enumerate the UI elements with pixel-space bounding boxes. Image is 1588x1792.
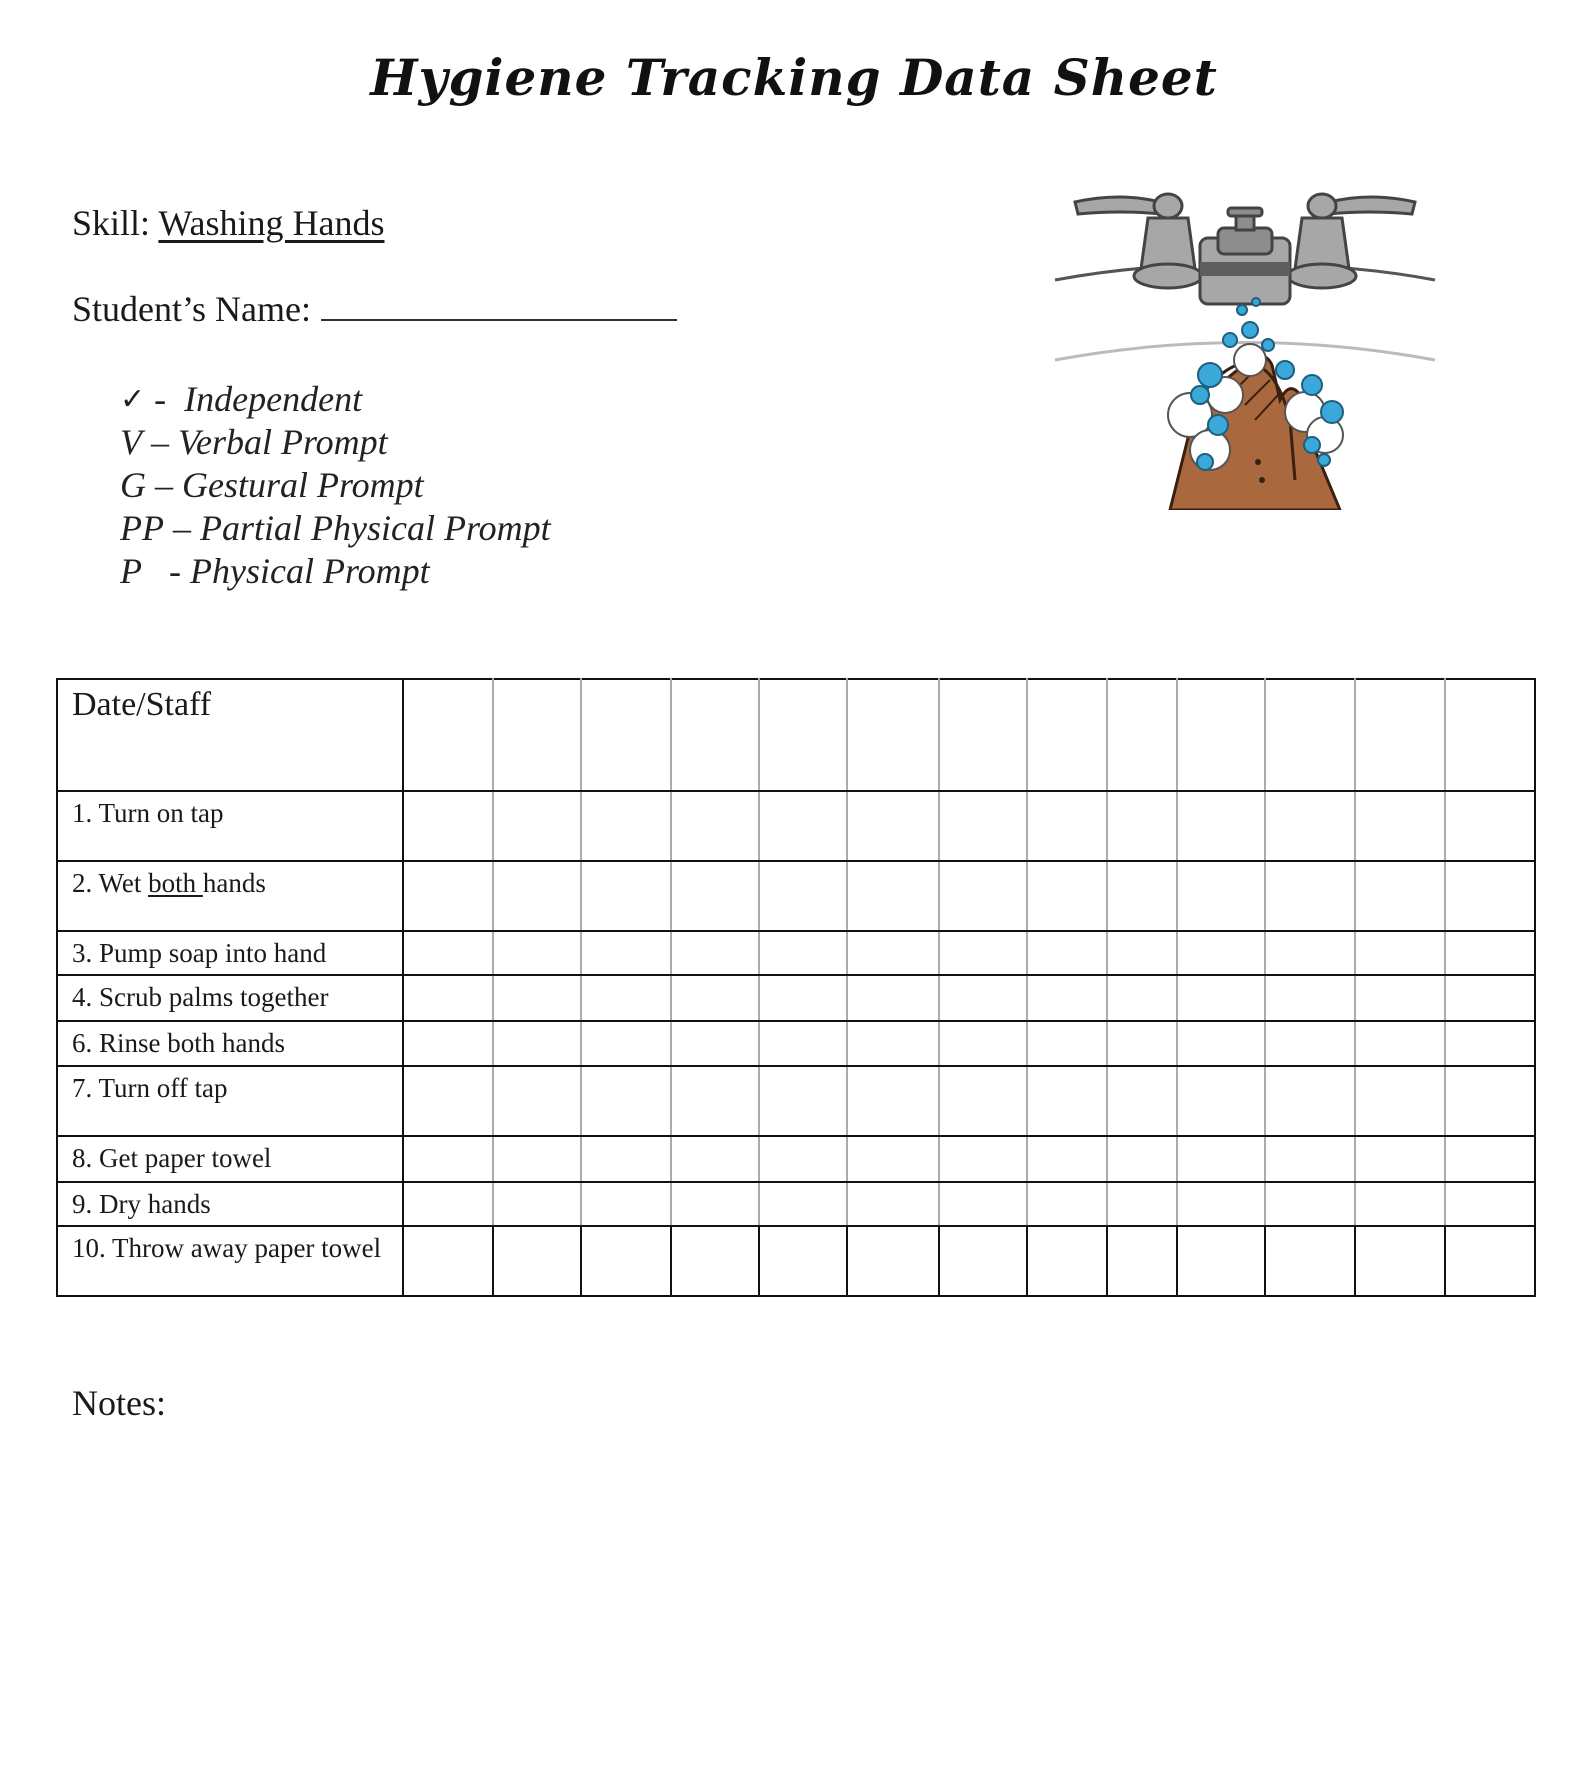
data-cell[interactable]: [581, 1136, 671, 1182]
data-cell[interactable]: [581, 975, 671, 1021]
legend-meaning: Physical Prompt: [190, 551, 430, 591]
data-cell[interactable]: [1177, 975, 1265, 1021]
data-cell[interactable]: [939, 1021, 1027, 1066]
data-cell[interactable]: [759, 1021, 847, 1066]
data-cell[interactable]: [759, 975, 847, 1021]
step-label: 6. Rinse both hands: [57, 1021, 403, 1066]
date-cell[interactable]: [759, 679, 847, 791]
data-cell[interactable]: [1027, 1021, 1107, 1066]
data-cell[interactable]: [1107, 791, 1177, 861]
step-row: [57, 791, 1535, 861]
data-cell[interactable]: [493, 975, 581, 1021]
step-row: [57, 931, 1535, 975]
data-cell[interactable]: [671, 1226, 759, 1296]
data-cell[interactable]: [403, 931, 493, 975]
data-cell[interactable]: [1265, 1136, 1355, 1182]
data-cell[interactable]: [759, 1136, 847, 1182]
data-cell[interactable]: [1027, 975, 1107, 1021]
data-cell[interactable]: [1265, 975, 1355, 1021]
prompt-legend: [120, 378, 551, 593]
data-cell[interactable]: [1445, 1066, 1535, 1136]
step-label: 10. Throw away paper towel: [57, 1226, 403, 1296]
step-row: [57, 1136, 1535, 1182]
legend-meaning: Verbal Prompt: [178, 422, 388, 462]
date-cell[interactable]: [1177, 679, 1265, 791]
data-cell[interactable]: [581, 1066, 671, 1136]
data-cell[interactable]: [1027, 791, 1107, 861]
data-cell[interactable]: [581, 791, 671, 861]
skill-line: [72, 202, 384, 244]
data-cell[interactable]: [1027, 1226, 1107, 1296]
data-cell[interactable]: [939, 1066, 1027, 1136]
data-cell[interactable]: [1445, 1226, 1535, 1296]
data-cell[interactable]: [847, 1066, 939, 1136]
data-cell[interactable]: [403, 1066, 493, 1136]
step-row: [57, 1226, 1535, 1296]
data-cell[interactable]: [1355, 975, 1445, 1021]
data-cell[interactable]: [581, 1226, 671, 1296]
data-cell[interactable]: [671, 975, 759, 1021]
student-name-label: Student’s Name:: [72, 289, 311, 329]
data-cell[interactable]: [581, 1021, 671, 1066]
data-cell[interactable]: [1107, 861, 1177, 931]
data-cell[interactable]: [847, 931, 939, 975]
legend-separator: -: [145, 379, 185, 419]
data-cell[interactable]: [1355, 1066, 1445, 1136]
data-cell[interactable]: [671, 931, 759, 975]
data-cell[interactable]: [403, 1021, 493, 1066]
data-cell[interactable]: [493, 931, 581, 975]
data-cell[interactable]: [1107, 1021, 1177, 1066]
data-cell[interactable]: [759, 861, 847, 931]
data-cell[interactable]: [1445, 1182, 1535, 1226]
date-cell[interactable]: [847, 679, 939, 791]
date-cell[interactable]: [581, 679, 671, 791]
data-cell[interactable]: [1177, 1182, 1265, 1226]
data-cell[interactable]: [759, 791, 847, 861]
student-name-blank[interactable]: [321, 289, 677, 321]
legend-meaning: Independent: [184, 379, 363, 419]
student-name-line: [72, 288, 677, 330]
step-label: 9. Dry hands: [57, 1182, 403, 1226]
data-cell[interactable]: [1177, 861, 1265, 931]
step-text-underlined: both: [148, 868, 203, 898]
data-cell[interactable]: [1027, 861, 1107, 931]
data-cell[interactable]: [671, 791, 759, 861]
date-cell[interactable]: [1027, 679, 1107, 791]
data-cell[interactable]: [1107, 1182, 1177, 1226]
data-cell[interactable]: [1027, 1066, 1107, 1136]
data-cell[interactable]: [1445, 975, 1535, 1021]
date-cell[interactable]: [1265, 679, 1355, 791]
data-cell[interactable]: [847, 791, 939, 861]
data-cell[interactable]: [1265, 861, 1355, 931]
data-cell[interactable]: [939, 931, 1027, 975]
legend-item-partial-physical: [120, 507, 551, 550]
data-cell[interactable]: [1107, 1136, 1177, 1182]
data-cell[interactable]: [581, 931, 671, 975]
date-cell[interactable]: [403, 679, 493, 791]
data-cell[interactable]: [493, 1021, 581, 1066]
data-cell[interactable]: [759, 931, 847, 975]
legend-code: G: [120, 465, 146, 505]
legend-code: P: [120, 551, 142, 591]
step-label: 7. Turn off tap: [57, 1066, 403, 1136]
data-cell[interactable]: [1177, 1226, 1265, 1296]
step-row: [57, 861, 1535, 931]
data-cell[interactable]: [847, 861, 939, 931]
legend-item-physical: [120, 550, 551, 593]
legend-separator: –: [163, 508, 200, 548]
data-cell[interactable]: [403, 1226, 493, 1296]
data-cell[interactable]: [1027, 1136, 1107, 1182]
data-cell[interactable]: [1177, 1066, 1265, 1136]
data-cell[interactable]: [1445, 1136, 1535, 1182]
date-staff-header: Date/Staff: [57, 679, 403, 791]
page-title: Hygiene Tracking Data Sheet: [370, 48, 1218, 107]
data-cell[interactable]: [1107, 931, 1177, 975]
step-label: 3. Pump soap into hand: [57, 931, 403, 975]
handwashing-illustration: [1050, 180, 1440, 510]
data-cell[interactable]: [671, 1066, 759, 1136]
data-cell[interactable]: [1177, 1136, 1265, 1182]
step-text: 2. Wet: [72, 868, 149, 898]
data-cell[interactable]: [1355, 931, 1445, 975]
data-cell[interactable]: [1445, 861, 1535, 931]
data-cell[interactable]: [759, 1066, 847, 1136]
step-label: 8. Get paper towel: [57, 1136, 403, 1182]
step-row: [57, 1021, 1535, 1066]
data-cell[interactable]: [671, 861, 759, 931]
data-cell[interactable]: [1177, 931, 1265, 975]
data-cell[interactable]: [1265, 1021, 1355, 1066]
step-row: [57, 1066, 1535, 1136]
data-cell[interactable]: [493, 791, 581, 861]
skill-value: Washing Hands: [158, 203, 385, 243]
data-cell[interactable]: [847, 1182, 939, 1226]
legend-separator: -: [142, 551, 190, 591]
data-cell[interactable]: [847, 1226, 939, 1296]
data-cell[interactable]: [1265, 1066, 1355, 1136]
data-cell[interactable]: [939, 1136, 1027, 1182]
data-cell[interactable]: [1107, 1226, 1177, 1296]
date-cell[interactable]: [1355, 679, 1445, 791]
step-label: 4. Scrub palms together: [57, 975, 403, 1021]
data-cell[interactable]: [939, 791, 1027, 861]
step-row: [57, 1182, 1535, 1226]
legend-code: V: [120, 422, 142, 462]
data-cell[interactable]: [1355, 1226, 1445, 1296]
data-cell[interactable]: [1355, 1136, 1445, 1182]
legend-meaning: Gestural Prompt: [182, 465, 424, 505]
data-cell[interactable]: [493, 1182, 581, 1226]
data-cell[interactable]: [939, 975, 1027, 1021]
step-text: hands: [202, 868, 266, 898]
data-cell[interactable]: [1355, 1021, 1445, 1066]
data-cell[interactable]: [1265, 931, 1355, 975]
data-cell[interactable]: [1027, 931, 1107, 975]
step-label: 1. Turn on tap: [57, 791, 403, 861]
tracking-table-body: [57, 679, 1535, 1296]
data-cell[interactable]: [493, 1066, 581, 1136]
data-cell[interactable]: [1107, 1066, 1177, 1136]
data-cell[interactable]: [403, 1182, 493, 1226]
data-cell[interactable]: [403, 975, 493, 1021]
data-cell[interactable]: [1265, 1226, 1355, 1296]
date-cell[interactable]: [939, 679, 1027, 791]
step-label: [57, 861, 403, 931]
tracking-table: [56, 678, 1536, 1297]
data-cell[interactable]: [1355, 1182, 1445, 1226]
data-cell[interactable]: [493, 1226, 581, 1296]
data-cell[interactable]: [1265, 791, 1355, 861]
data-cell[interactable]: [493, 861, 581, 931]
date-staff-row: [57, 679, 1535, 791]
date-cell[interactable]: [493, 679, 581, 791]
legend-item-gestural: [120, 464, 551, 507]
legend-item-verbal: [120, 421, 551, 464]
data-cell[interactable]: [1027, 1182, 1107, 1226]
date-cell[interactable]: [1445, 679, 1535, 791]
data-cell[interactable]: [403, 791, 493, 861]
data-cell[interactable]: [759, 1226, 847, 1296]
data-cell[interactable]: [1355, 861, 1445, 931]
legend-separator: –: [146, 465, 182, 505]
soapy-hands-icon: [1168, 298, 1343, 510]
data-cell[interactable]: [1355, 791, 1445, 861]
legend-item-independent: [120, 378, 551, 421]
data-cell[interactable]: [403, 1136, 493, 1182]
data-cell[interactable]: [671, 1021, 759, 1066]
data-cell[interactable]: [671, 1136, 759, 1182]
skill-label: Skill:: [72, 203, 151, 243]
legend-code: PP: [120, 508, 164, 548]
legend-separator: –: [142, 422, 178, 462]
legend-meaning: Partial Physical Prompt: [199, 508, 551, 548]
data-cell[interactable]: [1265, 1182, 1355, 1226]
notes-label: Notes:: [72, 1383, 166, 1423]
data-cell[interactable]: [403, 861, 493, 931]
data-cell[interactable]: [759, 1182, 847, 1226]
data-cell[interactable]: [847, 1021, 939, 1066]
data-cell[interactable]: [939, 1182, 1027, 1226]
date-cell[interactable]: [671, 679, 759, 791]
data-cell[interactable]: [581, 861, 671, 931]
faucet-spout-icon: [1200, 208, 1290, 304]
data-cell[interactable]: [1177, 791, 1265, 861]
data-cell[interactable]: [581, 1182, 671, 1226]
step-row: [57, 975, 1535, 1021]
data-cell[interactable]: [1107, 975, 1177, 1021]
data-cell[interactable]: [671, 1182, 759, 1226]
checkmark-icon: ✓: [120, 382, 146, 417]
data-cell[interactable]: [493, 1136, 581, 1182]
data-cell[interactable]: [1177, 1021, 1265, 1066]
data-cell[interactable]: [1445, 1021, 1535, 1066]
data-cell[interactable]: [939, 861, 1027, 931]
data-cell[interactable]: [939, 1226, 1027, 1296]
date-cell[interactable]: [1107, 679, 1177, 791]
data-cell[interactable]: [1445, 931, 1535, 975]
data-cell[interactable]: [1445, 791, 1535, 861]
data-cell[interactable]: [847, 975, 939, 1021]
data-cell[interactable]: [847, 1136, 939, 1182]
